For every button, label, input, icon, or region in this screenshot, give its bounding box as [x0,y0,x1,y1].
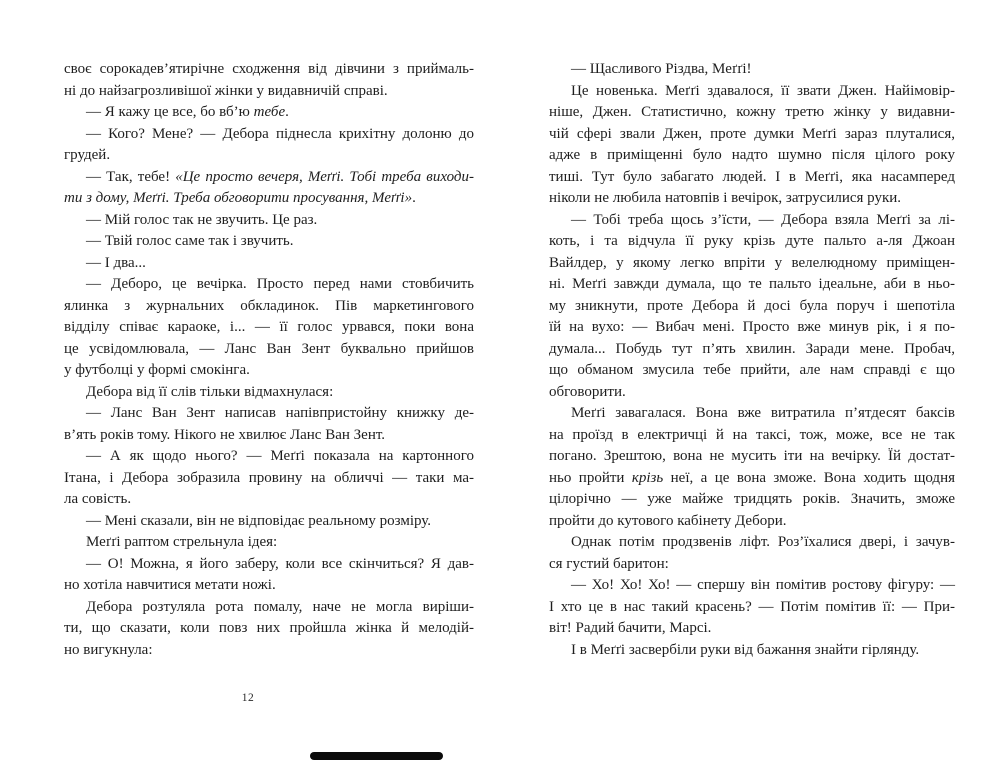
text-line: ти, що сказати, коли повз них пройшла жінка й мелодій- [64,620,474,636]
text-line: ні. Меґґі завжди думала, що те пальто ідеальне, аби в ньо- [549,276,955,292]
text-line: грудей. [64,147,111,163]
text-line: ла совість. [64,491,132,507]
text-line: но вигукнула: [64,641,153,658]
text-line: це усвідомлювала, — Ланс Ван Зент буквально прийшов [64,340,474,357]
text-line: ти з дому, Меґґі. Треба обговорити просування, Меґґі». [64,190,416,206]
text-line: Ітана, і Дебора зобразила провину на обличчі — таки ма- [64,469,474,486]
text-line: що обманом змусила тебе прийти, але нам справді є що [549,362,955,378]
text-line: чій сфері звали Джен, проте думки Меґґі зараз плуталися, [549,125,955,142]
page-number: 12 [241,692,255,704]
text-line: — Хо! Хо! Хо! — спершу він помітив ростову фігуру: — [571,577,955,593]
text-line: — Кого? Мене? — Дебора піднесла крихітну долоню до [86,125,474,142]
text-line: Вайлдер, у якому легко впріти у велелюдному приміщен- [549,254,955,271]
text-line: — Мій голос так не звучить. Це раз. [86,211,318,228]
text-line: ні до найзагрозливішої жінки у видавничій справі. [64,82,388,99]
text-line: пройти до кутового кабінету Дебори. [549,512,787,529]
text-line: но хотіла навчитися метати ножі. [64,577,276,593]
text-line: Однак потім продзвенів ліфт. Роз’їхалися двері, і зачув- [571,534,955,550]
text-line: — Мені сказали, він не відповідає реальному розміру. [86,512,432,529]
text-line: адже в приміщенні було надто шумно після цілого року [549,147,955,163]
text-line: їй на вухо: — Вибач мені. Просто вже минув рік, і я по- [549,319,955,335]
text-line: цілорічно — уже майже тридцять років. Значить, зможе [549,491,955,507]
text-line: — А як щодо нього? — Меґґі показала на картонного [86,448,474,464]
text-line: — Деборо, це вечірка. Просто перед нами стовбичить [86,276,474,292]
text-line: на проїзд в електричці й на таксі, тож, може, все не так [549,426,955,443]
text-line: думала... Побудь тут п’ять хвилин. Заради мене. Пробач, [549,340,955,357]
text-line: Меґґі раптом стрельнула ідея: [86,534,278,550]
text-line: — Так, тебе! «Це просто вечеря, Меґґі. Тобі треба виходи- [86,168,474,185]
text-line: І хто це в нас такий красень? — Потім помітив її: — При- [549,598,955,615]
text-line: — Щасливого Різдва, Меґґі! [571,61,752,77]
text-line: — Ланс Ван Зент написав напівпристойну книжку де- [86,405,474,421]
text-line: — О! Можна, я його заберу, коли все скінчиться? Я дав- [86,555,474,572]
text-line: ніколи не любила натовпів і вечірок, затрусилися руки. [549,190,902,206]
text-line: віт! Радий бачити, Марсі. [549,620,712,636]
text-line: му зникнути, проте Дебора й досі була поруч і шепотіла [549,297,955,314]
text-line: у футболці у формі смокінга. [64,362,250,378]
text-line: своє сорокадев’ятирічне сходження від дівчини з приймаль- [64,61,474,77]
text-line: ся густий баритон: [549,555,669,572]
text-line: відділу співає караоке, і... — її голос урвався, поки вона [64,319,474,335]
home-indicator[interactable] [310,752,443,760]
text-line: — Твій голос саме так і звучить. [86,233,294,249]
text-line: тиші. Тут було забагато людей. І в Меґґі, яка насамперед [549,168,955,185]
text-line: — Я кажу це все, бо вб’ю тебе. [86,104,289,120]
text-line: коть, і та відчула її руку крізь дуте пальто а-ля Джоан [549,233,955,249]
text-line: Меґґі завагалася. Вона вже витратила п’ятдесят баксів [571,405,955,421]
book-page-left[interactable] [64,59,474,661]
text-line: Дебора розтуляла рота помалу, наче не могла виріши- [86,598,474,615]
text-line: в’ять років тому. Нікого не хвилює Ланс Ван Зент. [64,426,386,443]
text-line: І в Меґґі засвербіли руки від бажання знайти гірлянду. [571,641,920,658]
text-line: Це новенька. Меґґі здавалося, її звати Джен. Найімовір- [571,82,955,99]
text-line: ніше, Джен. Статистично, кожну третю жінку у видавни- [549,104,955,120]
text-line: — І два... [86,254,146,271]
text-line: погано. Зрештою, вона не мусить іти на вечірку. Їй достат- [549,448,955,464]
text-line: ньо пройти крізь неї, а це вона зможе. Вона ходить щодня [549,469,955,486]
text-line: Дебора від її слів тільки відмахнулася: [86,383,334,400]
text-line: обговорити. [549,383,626,400]
text-line: — Тобі треба щось з’їсти, — Дебора взяла Меґґі за лі- [571,211,955,228]
text-line: ялинка з журнальних обкладинок. Пів маркетингового [64,297,474,314]
book-page-right[interactable] [549,59,955,661]
